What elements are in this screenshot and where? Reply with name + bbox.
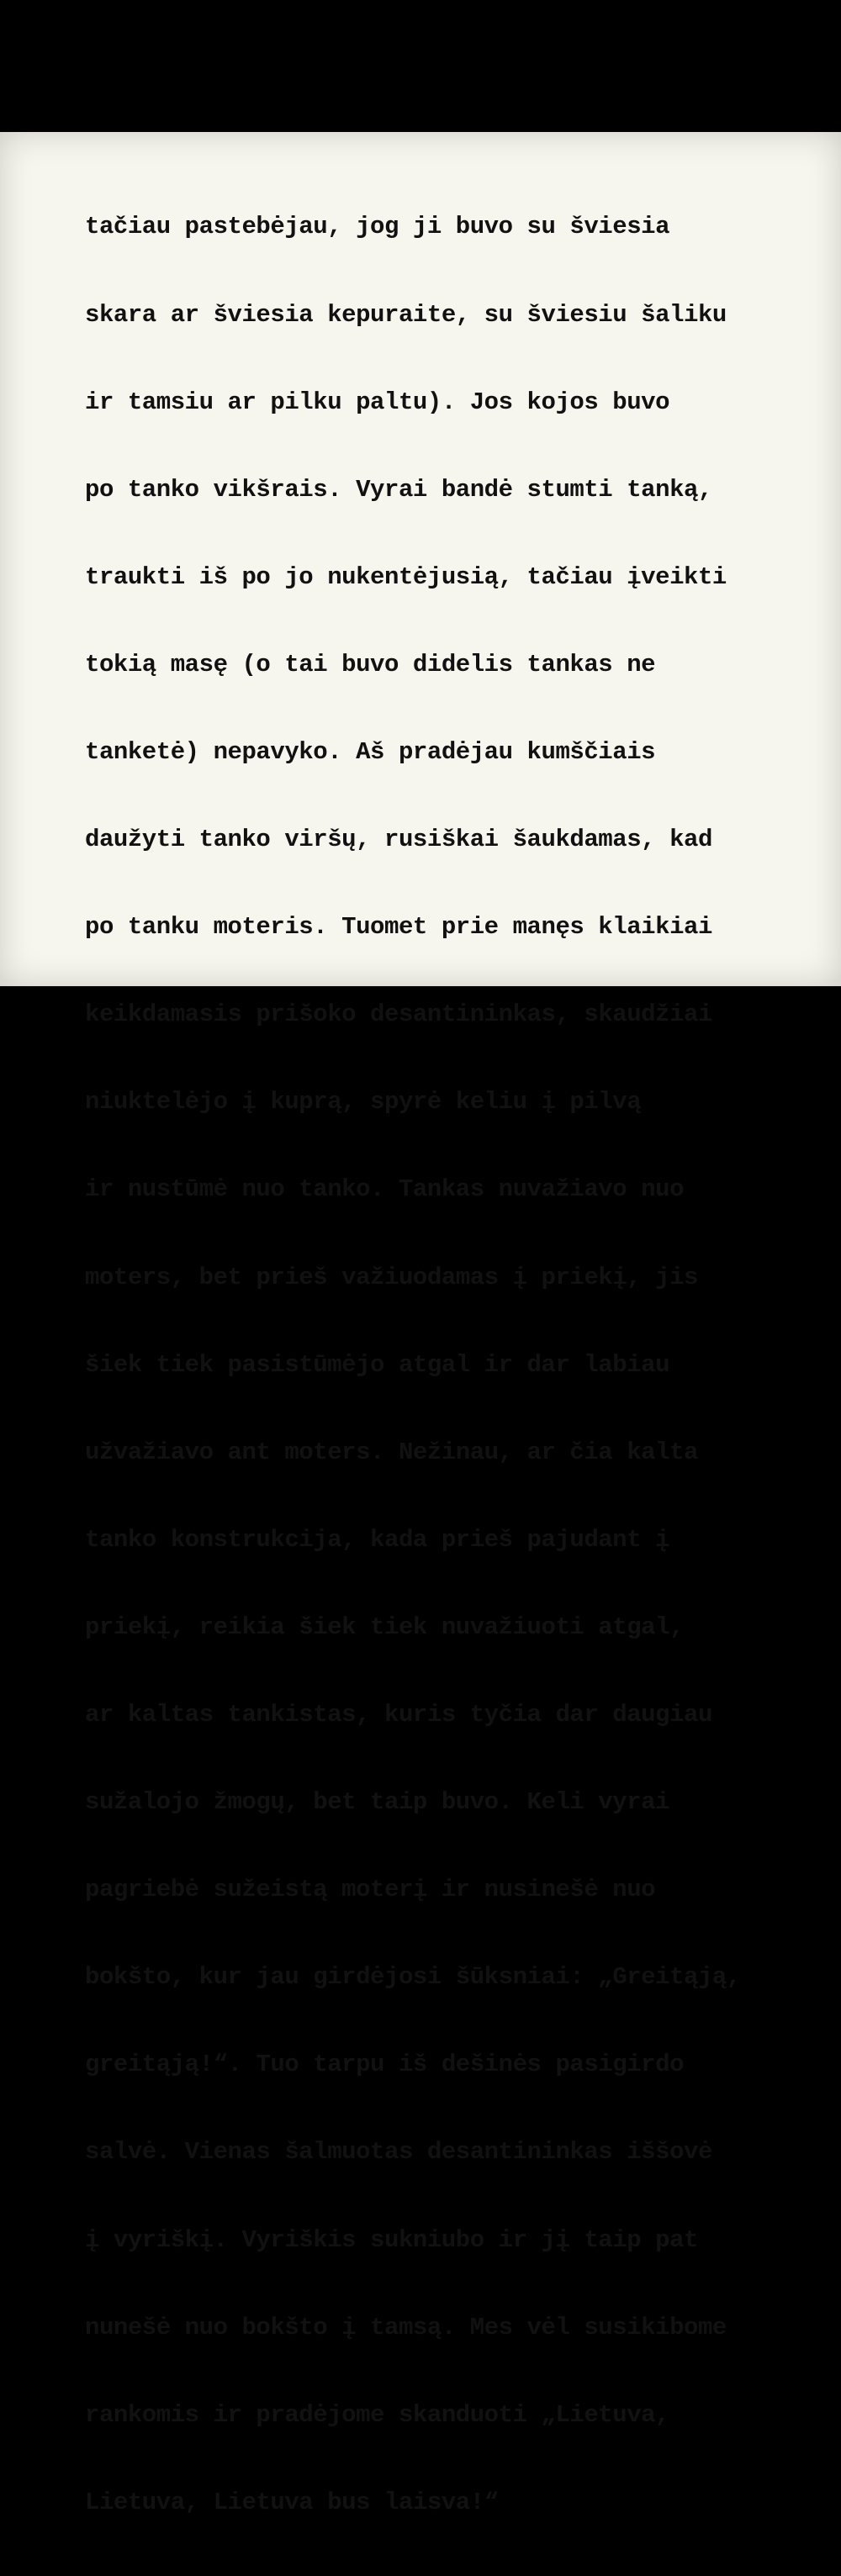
text-line: šiek tiek pasistūmėjo atgal ir dar labiau xyxy=(85,1350,670,1379)
text-line: keikdamasis prišoko desantininkas, skaudžiai xyxy=(85,1000,712,1029)
text-line: ir tamsiu ar pilku paltu). Jos kojos buvo xyxy=(85,388,670,416)
text-line: tanketė) nepavyko. Aš pradėjau kumščiais xyxy=(85,737,656,766)
text-line: tokią masę (o tai buvo didelis tankas ne xyxy=(85,650,656,678)
text-line: į vyriškį. Vyriškis sukniubo ir jį taip pat xyxy=(85,2225,698,2254)
text-line: Lietuva, Lietuva bus laisva!“ xyxy=(85,2488,499,2516)
text-line: po tanku moteris. Tuomet prie manęs klaikiai xyxy=(85,913,712,942)
text-line: nunešė nuo bokšto į tamsą. Mes vėl susikibome xyxy=(85,2313,727,2341)
text-line: rankomis ir pradėjome skanduoti „Lietuva, xyxy=(85,2400,670,2429)
text-line: pagriebė sužeistą moterį ir nusinešė nuo xyxy=(85,1876,656,1904)
text-line: po tanko vikšrais. Vyrai bandė stumti tanką, xyxy=(85,475,712,504)
text-line: greitąją!“. Tuo tarpu iš dešinės pasigirdo xyxy=(85,2051,685,2079)
text-line: traukti iš po jo nukentėjusią, tačiau įveikti xyxy=(85,562,727,591)
text-line: bokšto, kur jau girdėjosi šūksniai: „Greitąją, xyxy=(85,1963,741,1992)
text-line: ir nustūmė nuo tanko. Tankas nuvažiavo nuo xyxy=(85,1175,685,1204)
text-line: užvažiavo ant moters. Nežinau, ar čia kalta xyxy=(85,1438,698,1466)
text-line: sužalojo žmogų, bet taip buvo. Keli vyrai xyxy=(85,1788,670,1817)
text-line: tanko konstrukcija, kada prieš pajudant į xyxy=(85,1525,670,1554)
text-line: daužyti tanko viršų, rusiškai šaukdamas, kad xyxy=(85,826,712,854)
document-text xyxy=(85,155,741,2576)
text-line: skara ar šviesia kepuraite, su šviesiu šaliku xyxy=(85,300,727,329)
text-line: priekį, reikia šiek tiek nuvažiuoti atgal, xyxy=(85,1613,685,1641)
text-line: tačiau pastebėjau, jog ji buvo su šviesia xyxy=(85,213,670,241)
text-line: salvė. Vienas šalmuotas desantininkas iššovė xyxy=(85,2138,712,2167)
text-line: ar kaltas tankistas, kuris tyčia dar daugiau xyxy=(85,1701,712,1729)
text-line: moters, bet prieš važiuodamas į priekį, jis xyxy=(85,1263,698,1291)
text-line: niuktelėjo į kuprą, spyrė keliu į pilvą xyxy=(85,1088,642,1116)
